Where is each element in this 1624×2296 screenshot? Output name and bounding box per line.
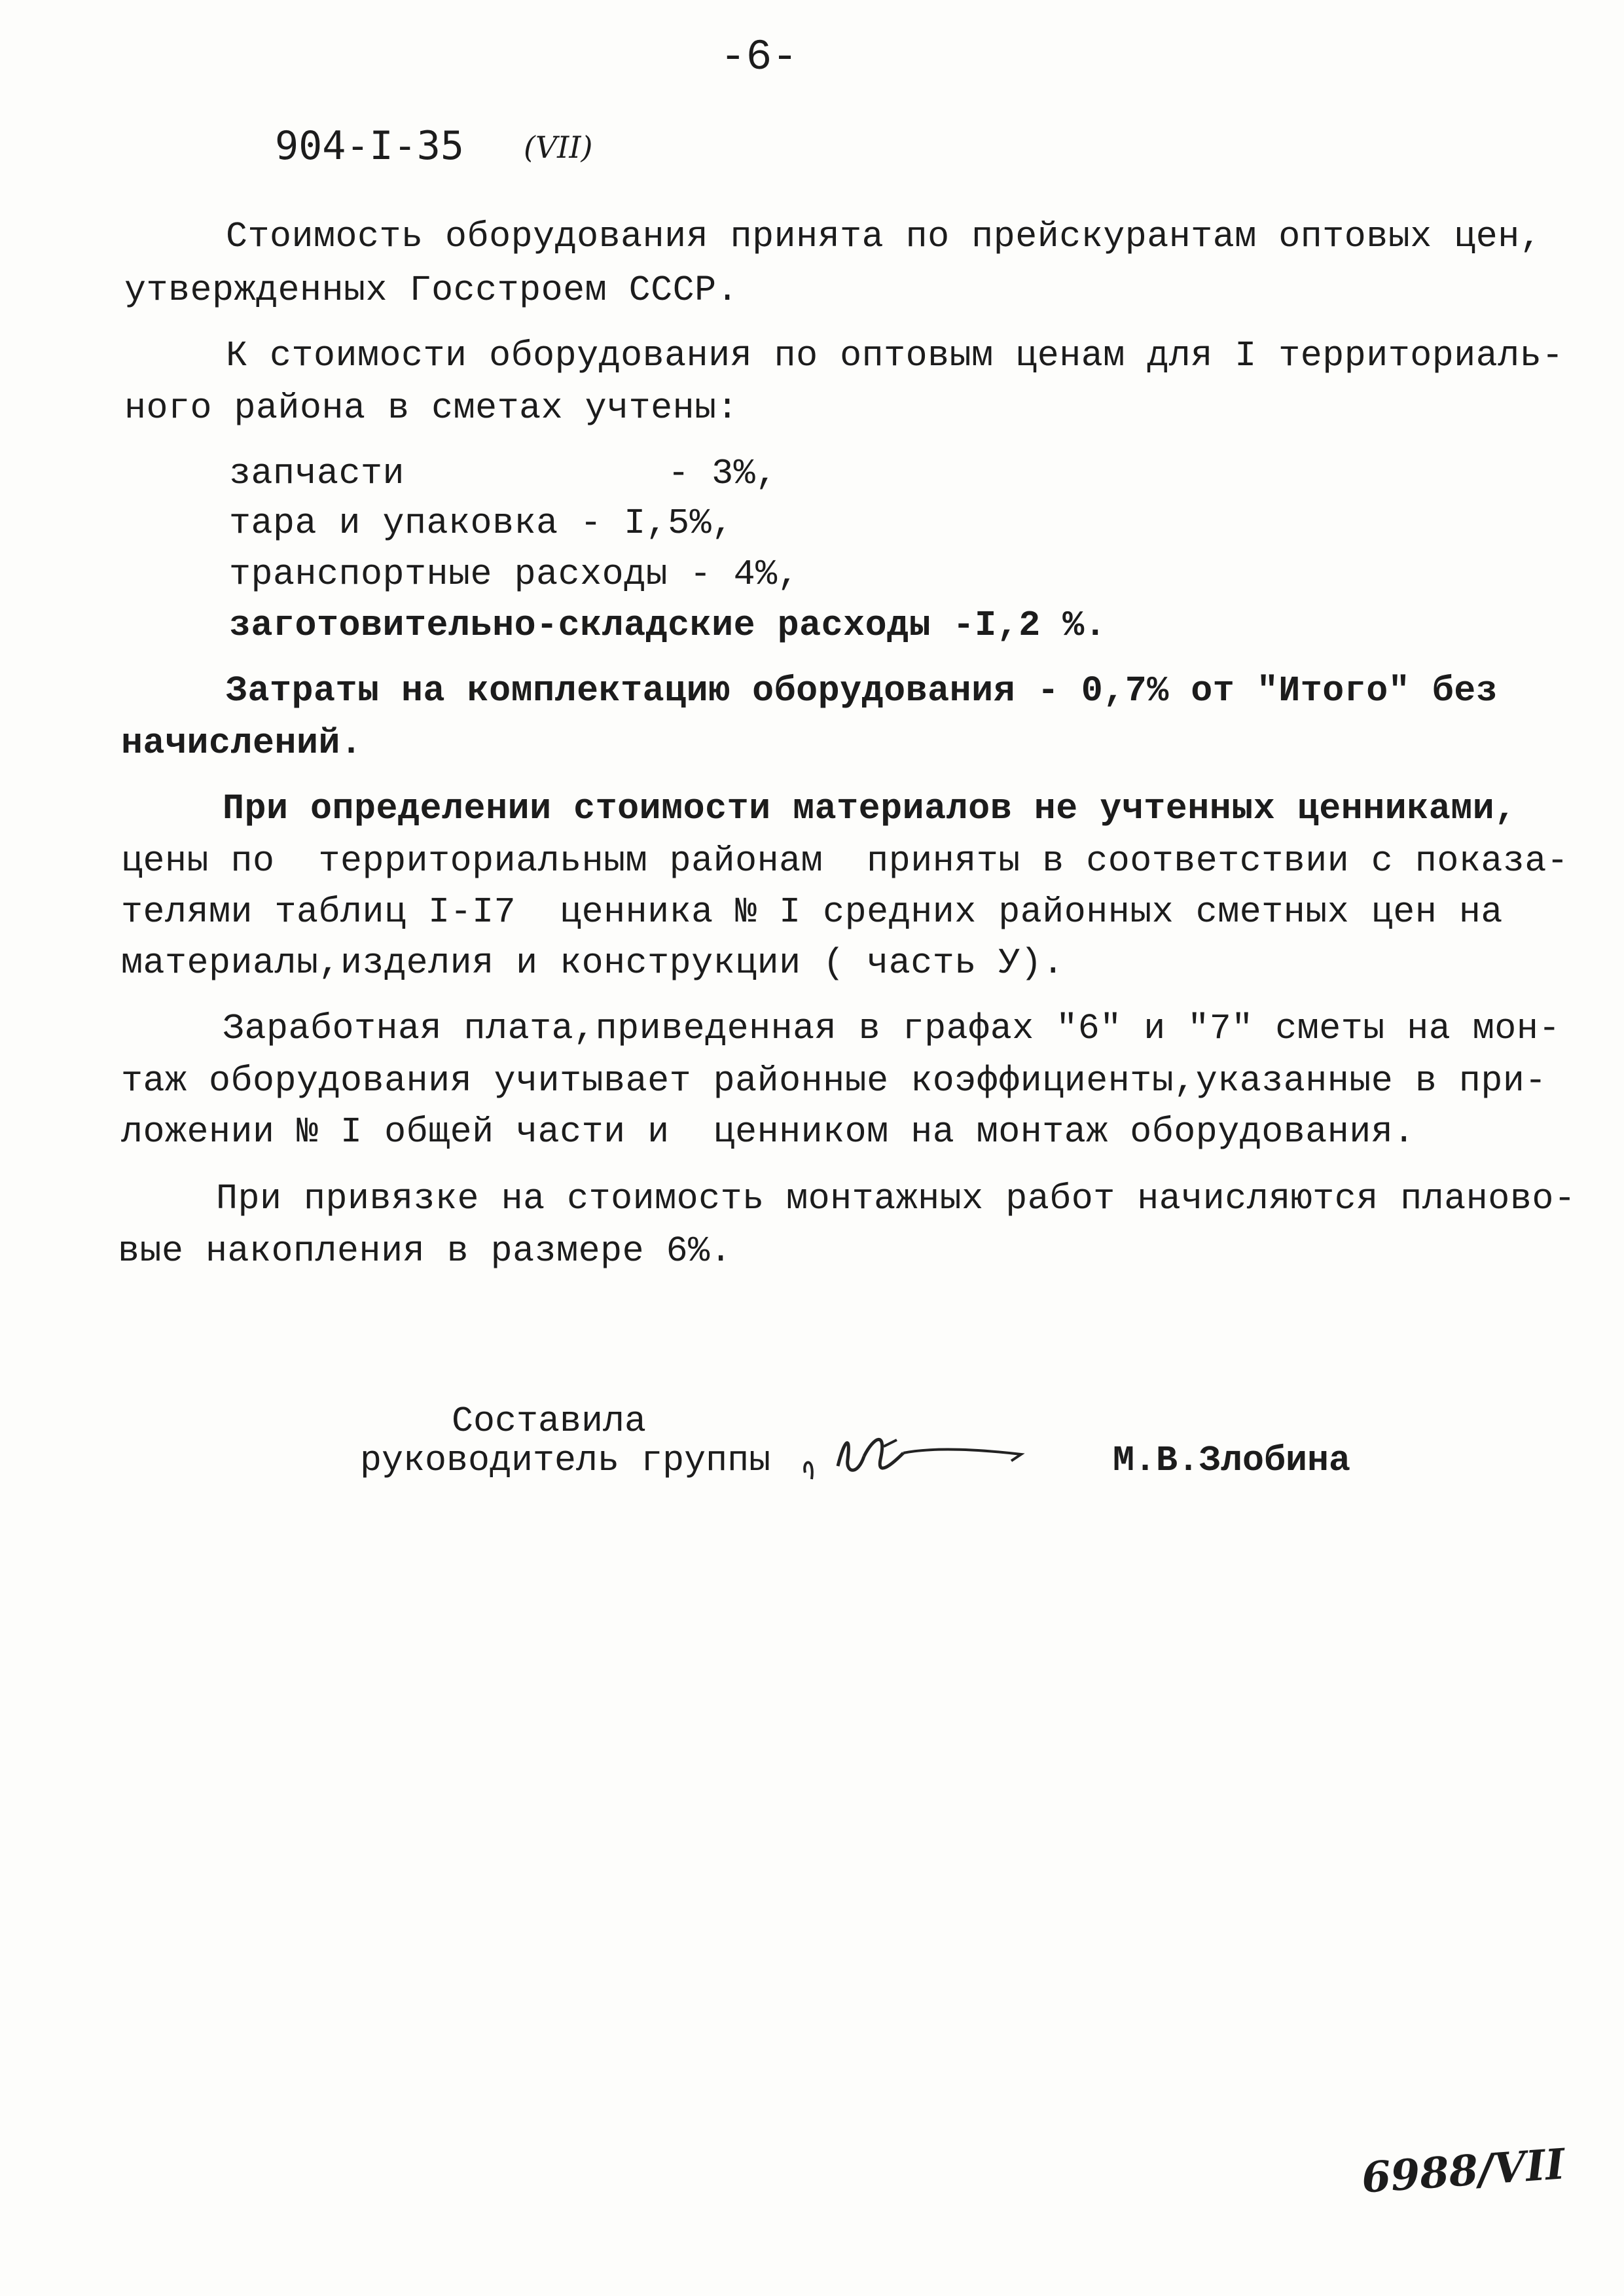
document-code: 904-I-35	[275, 123, 464, 169]
page-number: -6-	[720, 33, 798, 82]
paragraph-4-line-3: телями таблиц I-I7 ценника № I средних районных сметных цен на	[121, 891, 1503, 933]
paragraph-1-line-1: Стоимость оборудования принята по прейскурантам оптовых цен,	[226, 216, 1542, 257]
paragraph-2-line-2: ного района в сметах учтены:	[124, 387, 739, 429]
paragraph-5-line-3: ложении № I общей части и ценником на монтаж оборудования.	[121, 1111, 1415, 1153]
signature-role-line-2: руководитель группы	[360, 1440, 771, 1481]
paragraph-4-line-2: цены по территориальным районам приняты в соответствии с показа-	[121, 840, 1569, 882]
list-item: транспортные расходы - 4%,	[229, 554, 800, 595]
paragraph-5-line-1: Заработная плата,приведенная в графах "6" и "7" сметы на мон-	[223, 1008, 1561, 1049]
document-mark: (VII)	[524, 130, 593, 165]
handwritten-signature	[799, 1420, 1041, 1492]
paragraph-3-line-1: Затраты на комплектацию оборудования - 0,7% от "Итого" без	[226, 670, 1498, 711]
paragraph-5-line-2: таж оборудования учитывает районные коэффициенты,указанные в при-	[121, 1060, 1547, 1102]
list-item: заготовительно-складские расходы -I,2 %.	[229, 605, 1107, 646]
signature-role-line-1: Составила	[452, 1401, 647, 1442]
list-item: тара и упаковка - I,5%,	[229, 503, 734, 544]
paragraph-4-line-4: материалы,изделия и конструкции ( часть У).	[121, 942, 1064, 984]
paragraph-2-line-1: К стоимости оборудования по оптовым ценам для I территориаль-	[226, 335, 1564, 376]
list-item: запчасти - 3%,	[229, 453, 778, 494]
paragraph-4-line-1: При определении стоимости материалов не учтенных ценниками,	[223, 788, 1517, 829]
paragraph-1-line-2: утвержденных Госстроем СССР.	[124, 270, 739, 311]
signer-name: М.В.Злобина	[1113, 1440, 1351, 1481]
paragraph-6-line-2: вые накопления в размере 6%.	[118, 1230, 732, 1272]
archive-code: 6988/VII	[1360, 2140, 1567, 2203]
paragraph-6-line-1: При привязке на стоимость монтажных работ начисляются планово-	[216, 1178, 1576, 1219]
paragraph-3-line-2: начислений.	[121, 723, 363, 764]
